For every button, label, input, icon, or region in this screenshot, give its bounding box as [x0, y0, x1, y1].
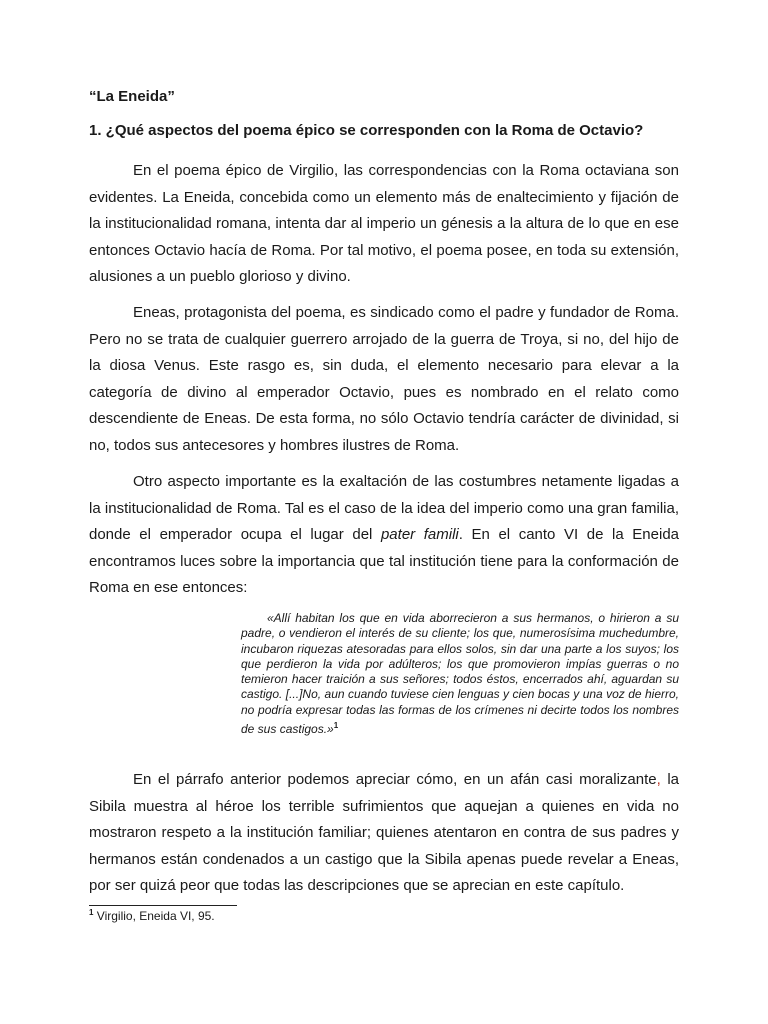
paragraph-3-text-b: . En el canto VI de la Eneida encontramos luces sobre la importancia que tal institución tiene para la conformación de Roma en ese entonces: — [89, 526, 679, 596]
question-heading: 1. ¿Qué aspectos del poema épico se corresponden con la Roma de Octavio? — [89, 122, 644, 139]
document-title: “La Eneida” — [89, 88, 175, 105]
paragraph-2 — [89, 300, 679, 459]
footnote-text: Virgilio, Eneida VI, 95. — [93, 909, 215, 923]
footnote — [89, 908, 215, 923]
footnote-mark: 1 — [89, 908, 94, 917]
paragraph-3-italic: pater famili — [380, 526, 459, 543]
block-quote — [241, 611, 679, 737]
paragraph-4-text-b: la Sibila muestra al héroe los terrible sufrimientos que aquejan a quienes en vida no mostraron respeto a la institución familiar; quienes atentaron en contra de sus padres y hermanos están condenados a un castigo que la Sibila apenas puede revelar a Eneas, por ser quizá peor que todas las descripciones que se aprecian en este capítulo. — [89, 771, 679, 894]
paragraph-1 — [89, 158, 679, 291]
block-quote-text: «Allí habitan los que en vida aborrecieron a sus hermanos, o hirieron a su padre, o vendieron el interés de su cliente; los que, numerosísima muchedumbre, incubaron riquezas atesoradas para ellos solos, sin dar una parte a los suyos; los que perdieron la vida por adúlteros; los que promovieron impías guerras o no temieron hacer traición a sus señores; todos éstos, encerrados ahí, aguardan su castigo. [...]No, aun cuando tuviese cien lenguas y cien bocas y una voz de hierro, no podría expresar todas las formas de los crímenes ni decirte todos los nombres de sus castigos.» — [241, 611, 679, 737]
paragraph-4 — [89, 767, 679, 900]
paragraph-4-marked-comma: , — [656, 771, 661, 788]
paragraph-2-text: Eneas, protagonista del poema, es sindicado como el padre y fundador de Roma. Pero no se trata de cualquier guerrero arrojado de la guerra de Troya, si no, del hijo de la diosa Venus. Este rasgo es, sin duda, el elemento necesario para elevar a la categoría de divino al emperador Octavio, pues es nombrado en el relato como descendiente de Eneas. De esta forma, no sólo Octavio tendría carácter de divinidad, si no, todos sus antecesores y hombres ilustres de Roma. — [89, 304, 679, 454]
paragraph-3 — [89, 469, 679, 602]
quote-footnote-ref[interactable]: 1 — [333, 721, 339, 731]
paragraph-4-text-a: En el párrafo anterior podemos apreciar cómo, en un afán casi moralizante — [133, 771, 657, 788]
paragraph-1-text: En el poema épico de Virgilio, las correspondencias con la Roma octaviana son evidentes. La Eneida, concebida como un elemento más de enaltecimiento y fijación de la institucionalidad romana, intenta dar al imperio un génesis a la altura de lo que en ese entonces Octavio hacía de Roma. Por tal motivo, el poema posee, en toda su extensión, alusiones a un pueblo glorioso y divino. — [89, 162, 679, 285]
paragraph-3-text-a: Otro aspecto importante es la exaltación de las costumbres netamente ligadas a la institucionalidad de Roma. Tal es el caso de la idea del imperio como una gran familia, donde el emperador ocupa el lugar del — [89, 473, 679, 543]
footnote-separator — [89, 905, 237, 906]
